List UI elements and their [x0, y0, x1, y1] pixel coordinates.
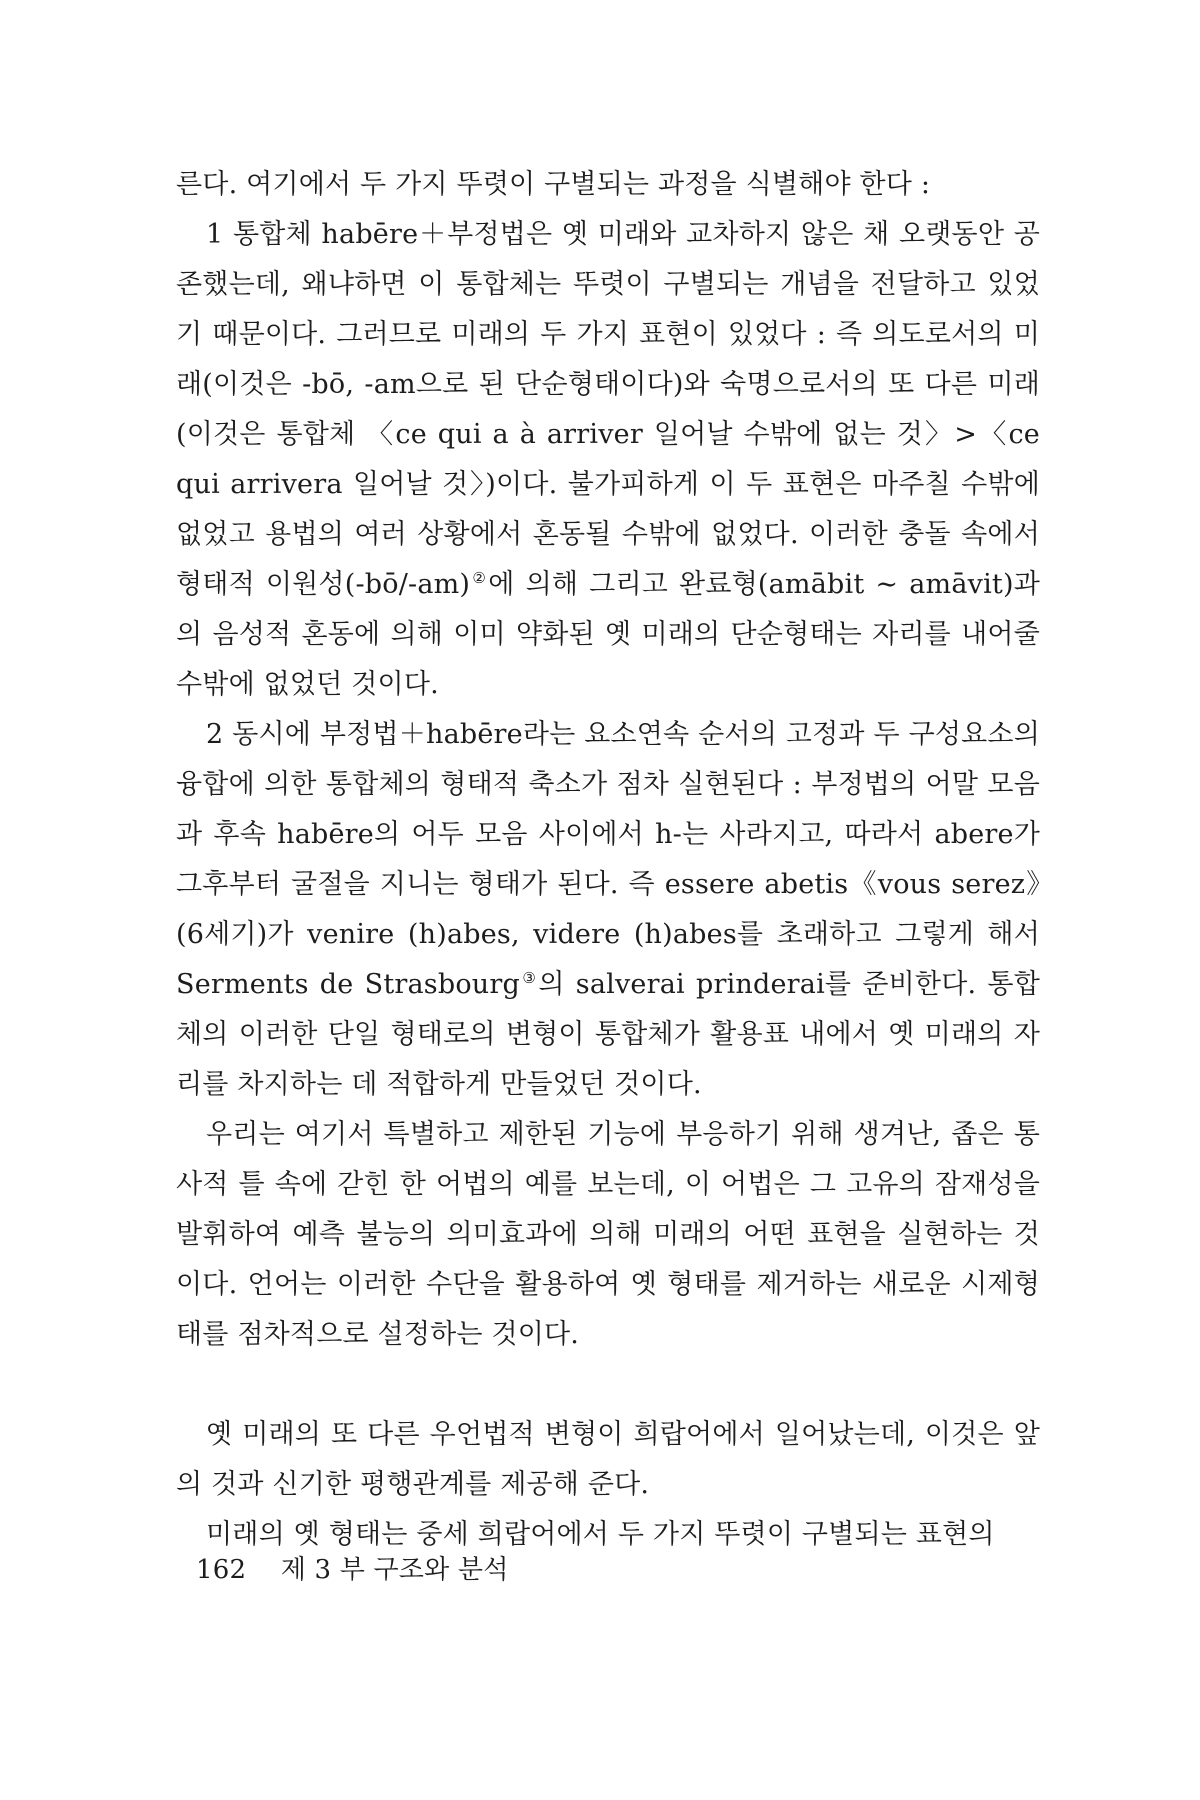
page-number: 162 [196, 1555, 247, 1585]
section-gap [176, 1360, 1040, 1410]
paragraph-3 [176, 710, 1040, 1110]
page-footer [196, 1545, 509, 1595]
footnote-marker-3: ③ [519, 969, 539, 987]
paragraph-5-text: 옛 미래의 또 다른 우언법적 변형이 희랍어에서 일어났는데, 이것은 앞의 것과 신기한 평행관계를 제공해 준다. [176, 1419, 1040, 1500]
section-title: 제 3 부 구조와 분석 [280, 1555, 509, 1585]
paragraph-2-text: 1 통합체 habēre＋부정법은 옛 미래와 교차하지 않은 채 오랫동안 공존했는데, 왜냐하면 이 통합체는 뚜렷이 구별되는 개념을 전달하고 있었기 때문이다. 그러므로 미래의 두 가지 표현이 있었다 : 즉 의도로서의 미래(이것은 -bō, -am으로 된 단순형태이다)와 숙명으로서의 또 다른 미래(이것은 통합체 〈ce qui a à arriver 일어날 수밖에 없는 것〉>〈ce qui arrivera 일어날 것〉)이다. 불가피하게 이 두 표현은 마주칠 수밖에 없었고 용법의 여러 상황에서 혼동될 수밖에 없었다. 이러한 충돌 속에서 형태적 이원성(-bō/-am) [176, 219, 1040, 600]
paragraph-4-text: 우리는 여기서 특별하고 제한된 기능에 부응하기 위해 생겨난, 좁은 통사적 틀 속에 갇힌 한 어법의 예를 보는데, 이 어법은 그 고유의 잠재성을 발휘하여 예측 불능의 의미효과에 의해 미래의 어떤 표현을 실현하는 것이다. 언어는 이러한 수단을 활용하여 옛 형태를 제거하는 새로운 시제형태를 점차적으로 설정하는 것이다. [176, 1119, 1040, 1350]
paragraph-1-text: 른다. 여기에서 두 가지 뚜렷이 구별되는 과정을 식별해야 한다 : [176, 169, 931, 200]
paragraph-2 [176, 210, 1040, 710]
paragraph-6-text: 미래의 옛 형태는 중세 희랍어에서 두 가지 뚜렷이 구별되는 표현의 [206, 1519, 995, 1550]
paragraph-4 [176, 1110, 1040, 1360]
footnote-marker-2: ② [470, 569, 489, 587]
paragraph-2-text-continued: 에 의해 그리고 완료형(amābit ∼ amāvit)과의 음성적 혼동에 의해 이미 약화된 옛 미래의 단순형태는 자리를 내어줄 수밖에 없었던 것이다. [176, 569, 1040, 700]
paragraph-1 [176, 160, 1040, 210]
paragraph-3-text: 2 동시에 부정법＋habēre라는 요소연속 순서의 고정과 두 구성요소의 융합에 의한 통합체의 형태적 축소가 점차 실현된다 : 부정법의 어말 모음과 후속 habēre의 어두 모음 사이에서 h-는 사라지고, 따라서 abere가 그후부터 굴절을 지니는 형태가 된다. 즉 essere abetis《vous serez》(6세기)가 venire (h)abes, videre (h)abes를 초래하고 그렇게 해서 Serments de Strasbourg [176, 719, 1040, 1000]
paragraph-5 [176, 1410, 1040, 1510]
paragraph-3-text-continued: 의 salverai prinderai를 준비한다. 통합체의 이러한 단일 형태로의 변형이 통합체가 활용표 내에서 옛 미래의 자리를 차지하는 데 적합하게 만들었던 것이다. [176, 969, 1040, 1100]
